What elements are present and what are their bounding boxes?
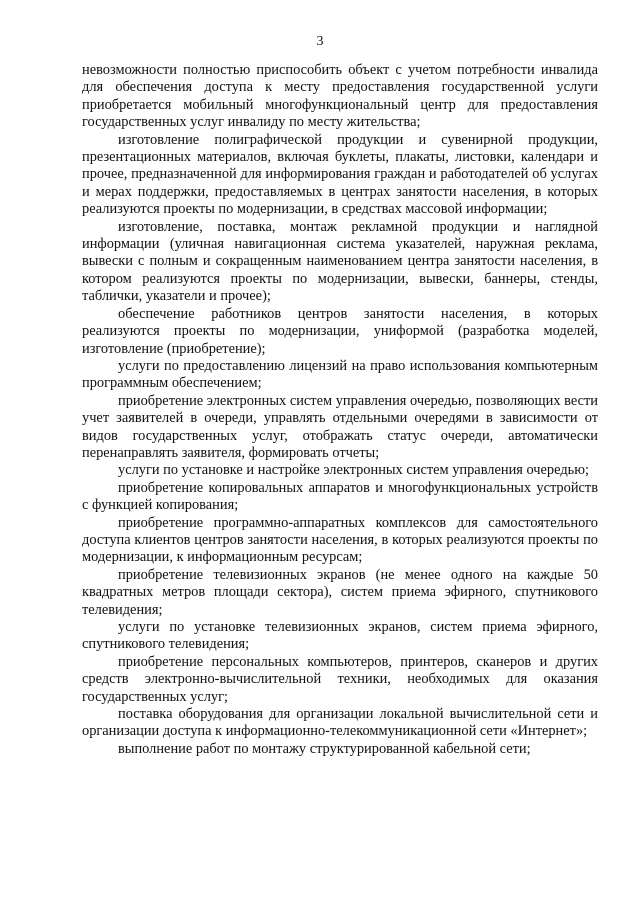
document-body xyxy=(82,62,598,758)
page-number: 3 xyxy=(316,34,324,49)
paragraph-uniform: обеспечение работников центров занятости населения, в которых реализуются проекты по модернизации, униформой (разработка моделей, изготовление (приобретение); xyxy=(82,305,598,357)
paragraph-tv-installation: услуги по установке телевизионных экранов, систем приема эфирного, спутникового телевидения; xyxy=(82,619,598,653)
paragraph-printing-products: изготовление полиграфической продукции и сувенирной продукции, презентационных материалов, включая буклеты, плакаты, листовки, календари и прочее, предназначенной для информирования граждан и работодателей об услугах и мерах поддержки, предоставляемых в центрах занятости населения, в которых реализуются проекты по модернизации, в средствах массовой информации; xyxy=(82,131,598,218)
paragraph-cabling: выполнение работ по монтажу структурированной кабельной сети; xyxy=(118,740,531,757)
paragraph-network-equipment: поставка оборудования для организации локальной вычислительной сети и организации доступа к информационно-телекоммуникационной сети «Интернет»; xyxy=(82,706,598,740)
paragraph-software-licenses: услуги по предоставлению лицензий на право использования компьютерным программным обеспечением; xyxy=(82,357,598,392)
paragraph-advertising-products: изготовление, поставка, монтаж рекламной продукции и наглядной информации (уличная навигационная система указателей, наружная реклама, вывески с полным и сокращенным наименованием центра занятости населения, в котором реализуются проекты по модернизации, вывески, баннеры, стенды, таблички, указатели и прочее); xyxy=(82,218,598,305)
paragraph-queue-setup: услуги по установке и настройке электронных систем управления очередью; xyxy=(118,462,589,479)
paragraph-queue-systems: приобретение электронных систем управления очередью, позволяющих вести учет заявителей в очереди, управлять отдельными очередями в зависимости от видов государственных услуг, отображать статус очереди, автоматически перенаправлять заявителя, формировать отчеты; xyxy=(82,392,598,461)
paragraph-tv-screens: приобретение телевизионных экранов (не менее одного на каждые 50 квадратных метров площади сектора), систем приема эфирного, спутникового телевидения; xyxy=(82,566,598,618)
paragraph-copiers: приобретение копировальных аппаратов и многофункциональных устройств с функцией копирования; xyxy=(82,479,598,514)
paragraph-continuation: невозможности полностью приспособить объект с учетом потребности инвалида для обеспечения доступа к месту предоставления государственной услуги приобретается мобильный многофункциональный центр для предоставления государственных услуг инвалиду по месту жительства; xyxy=(82,62,598,131)
paragraph-computers: приобретение персональных компьютеров, принтеров, сканеров и других средств электронно-вычислительной техники, необходимых для оказания государственных услуг; xyxy=(82,653,598,705)
paragraph-self-service-kiosks: приобретение программно-аппаратных комплексов для самостоятельного доступа клиентов центров занятости населения, в которых реализуются проекты по модернизации, к информационным ресурсам; xyxy=(82,514,598,566)
